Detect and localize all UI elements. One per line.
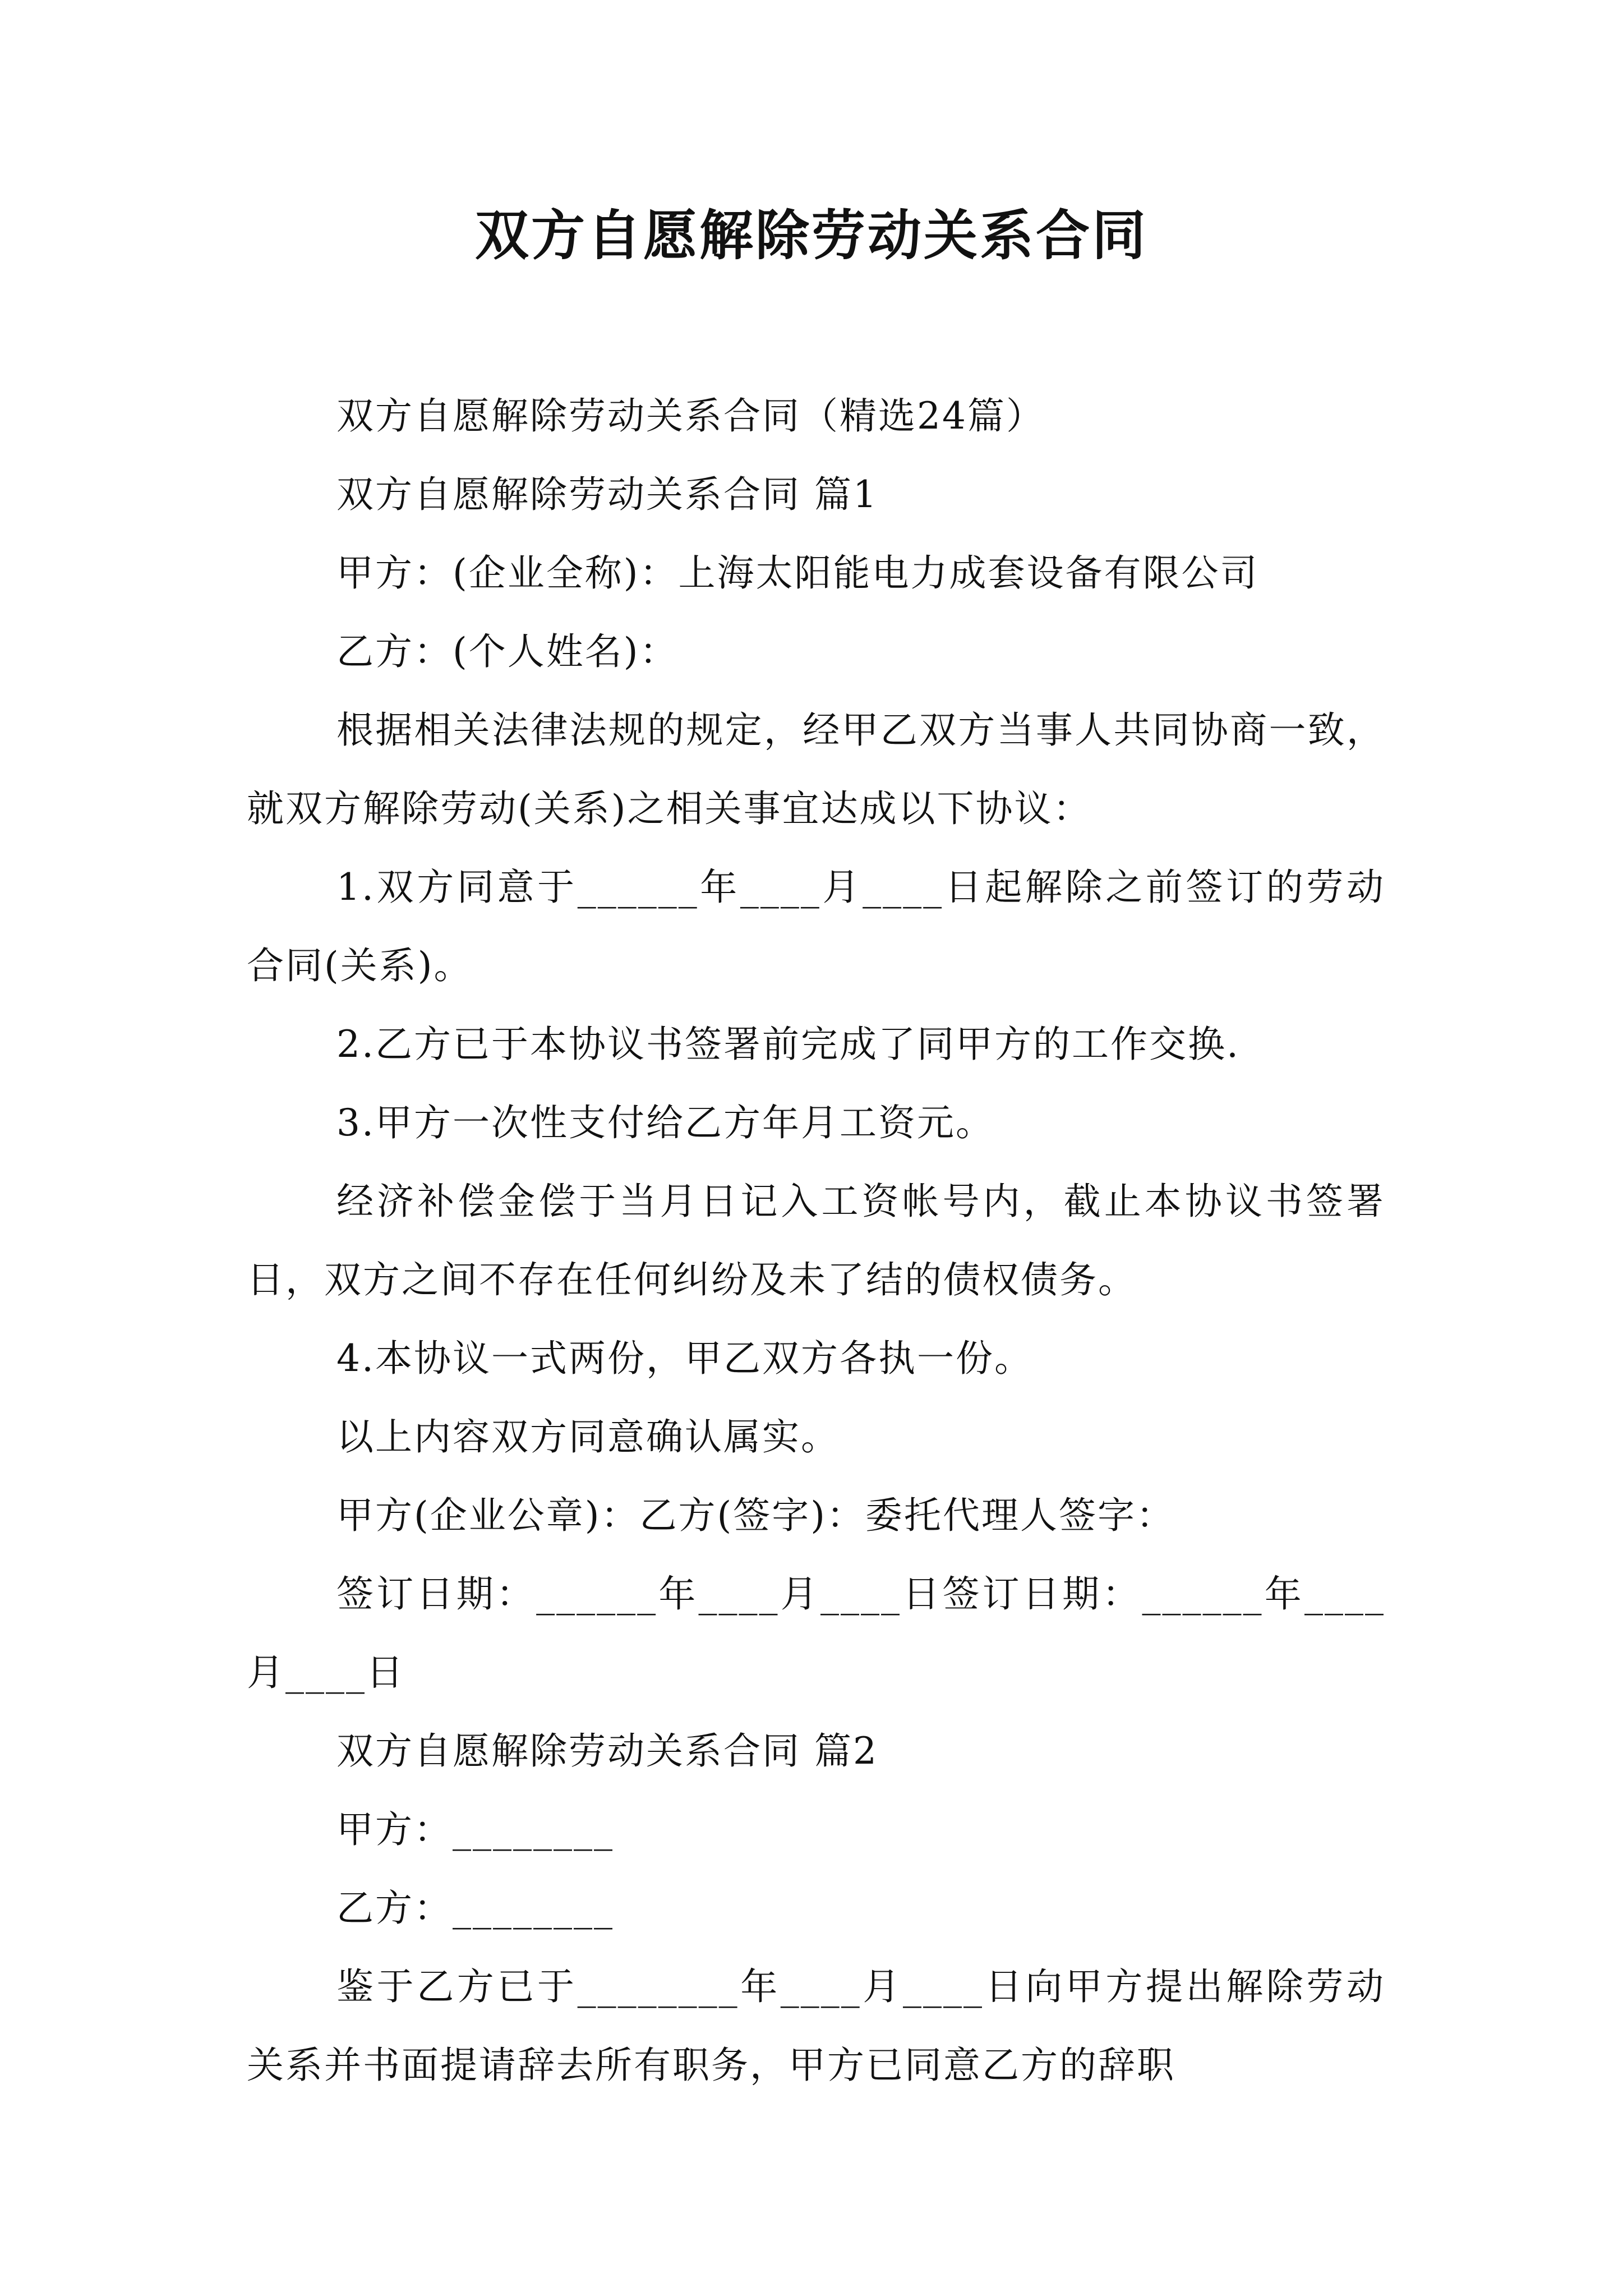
paragraph-clause-1: 1.双方同意于______年____月____日起解除之前签订的劳动合同(关系)。 bbox=[247, 866, 1385, 987]
paragraph-clause-4: 4.本协议一式两份，甲乙双方各执一份。 bbox=[336, 1337, 1033, 1380]
paragraph-subtitle: 双方自愿解除劳动关系合同（精选24篇） bbox=[336, 394, 1045, 438]
paragraph-party-b-blank: 乙方：________ bbox=[336, 1887, 614, 1930]
paragraph-compensation: 经济补偿金偿于当月日记入工资帐号内，截止本协议书签署日，双方之间不存在任何纠纷及未了结的债权债务。 bbox=[247, 1180, 1385, 1301]
document-body bbox=[247, 377, 1385, 2105]
paragraph-section-heading-2: 双方自愿解除劳动关系合同 篇2 bbox=[336, 1729, 878, 1773]
paragraph-clause-2: 2.乙方已于本协议书签署前完成了同甲方的工作交换. bbox=[336, 1023, 1240, 1066]
document-title: 双方自愿解除劳动关系合同 bbox=[475, 204, 1148, 267]
paragraph-whereas: 鉴于乙方已于________年____月____日向甲方提出解除劳动关系并书面提请辞去所有职务，甲方已同意乙方的辞职 bbox=[247, 1965, 1385, 2087]
paragraph-party-b: 乙方：(个人姓名)： bbox=[336, 630, 679, 673]
paragraph-party-a-blank: 甲方：________ bbox=[336, 1808, 614, 1851]
paragraph-party-a: 甲方：(企业全称)：上海太阳能电力成套设备有限公司 bbox=[336, 551, 1259, 595]
paragraph-signing-dates: 签订日期：______年____月____日签订日期：______年____月____日 bbox=[247, 1572, 1385, 1694]
paragraph-signatures: 甲方(企业公章)：乙方(签字)：委托代理人签字： bbox=[336, 1494, 1175, 1537]
paragraph-clause-3: 3.甲方一次性支付给乙方年月工资元。 bbox=[336, 1101, 994, 1144]
paragraph-preamble: 根据相关法律法规的规定，经甲乙双方当事人共同协商一致，就双方解除劳动(关系)之相关事宜达成以下协议： bbox=[247, 708, 1385, 830]
paragraph-section-heading-1: 双方自愿解除劳动关系合同 篇1 bbox=[336, 473, 878, 516]
paragraph-confirmation: 以上内容双方同意确认属实。 bbox=[336, 1415, 840, 1458]
